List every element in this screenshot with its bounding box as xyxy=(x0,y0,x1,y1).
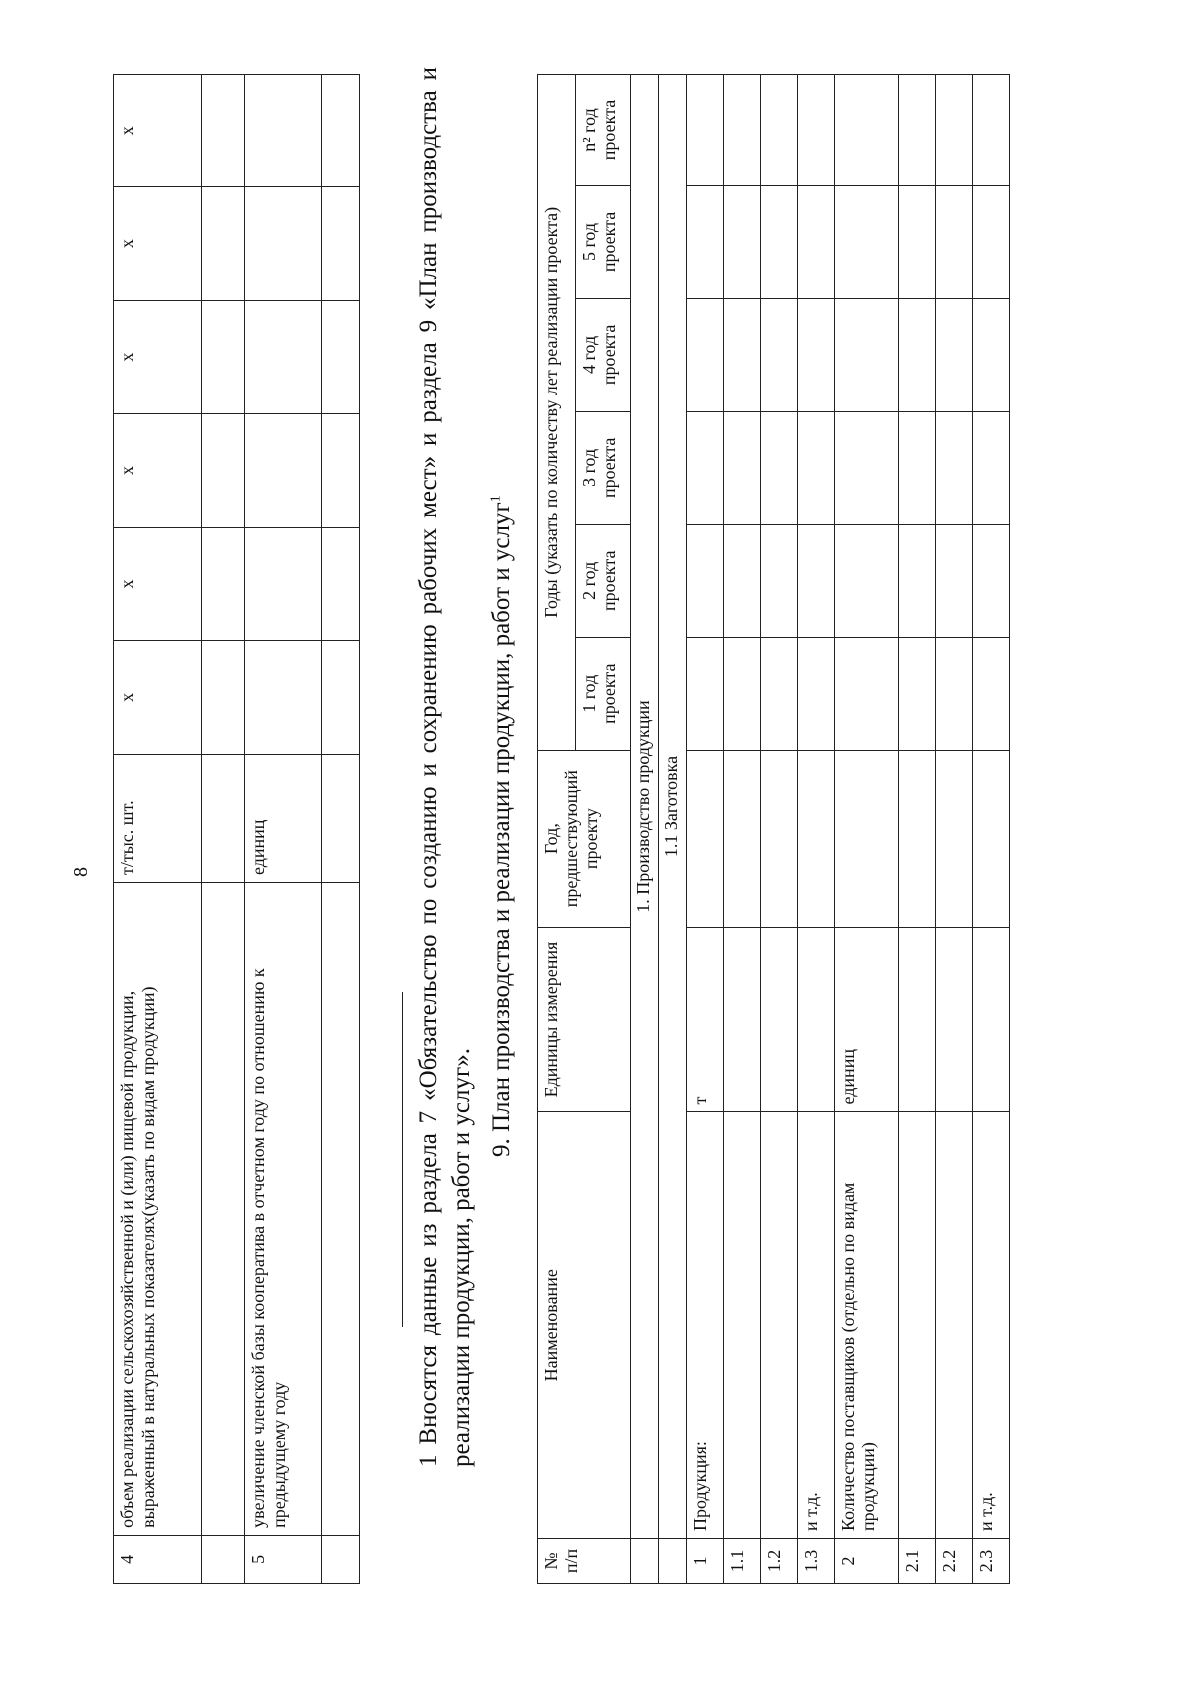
row-name xyxy=(936,1112,973,1539)
row-number: 2.2 xyxy=(936,1539,973,1584)
row-unit xyxy=(202,754,245,882)
table-cell xyxy=(724,524,761,637)
row-name xyxy=(724,1112,761,1539)
row-number: 1.3 xyxy=(798,1539,835,1584)
table-cell xyxy=(761,524,798,637)
table-cell xyxy=(322,641,360,754)
table-cell xyxy=(659,1539,687,1584)
table-cell xyxy=(936,298,973,411)
table-cell xyxy=(724,185,761,298)
header-year-1: 1 год проекта xyxy=(576,637,631,750)
table-cell xyxy=(798,185,835,298)
header-prev-year: Год, предшествующий проекту xyxy=(538,750,631,927)
subsection-heading: 1.1 Заготовка xyxy=(659,75,687,1539)
table-cell xyxy=(761,75,798,186)
row-name xyxy=(202,883,245,1536)
table-row xyxy=(761,75,798,1584)
table-row xyxy=(899,75,936,1584)
row-number: 1.1 xyxy=(724,1539,761,1584)
table-row xyxy=(202,75,245,1584)
row-unit: т xyxy=(687,927,724,1112)
table-cell: x xyxy=(114,641,202,754)
section-row xyxy=(659,75,687,1584)
table-cell xyxy=(973,298,1010,411)
table-row xyxy=(114,75,202,1584)
table-row xyxy=(835,75,899,1584)
table-cell xyxy=(687,411,724,524)
row-number xyxy=(202,1535,245,1583)
table-cell xyxy=(835,637,899,750)
table-cell xyxy=(724,411,761,524)
row-unit xyxy=(761,927,798,1112)
table-cell xyxy=(687,750,724,927)
header-year-2: 2 год проекта xyxy=(576,524,631,637)
row-name: увеличение членской базы кооператива в отчетном году по отношению к предыдущему году xyxy=(245,883,322,1536)
row-number: 4 xyxy=(114,1535,202,1583)
page-number: 8 xyxy=(70,867,92,877)
row-number: 2.1 xyxy=(899,1539,936,1584)
row-name: объем реализации сельскохозяйственной и (или) пищевой продукции, выраженный в натуральных показателях(указать по видам продукции) xyxy=(114,883,202,1536)
table-cell xyxy=(899,298,936,411)
table-cell xyxy=(798,524,835,637)
table-cell xyxy=(245,75,322,187)
table-cell xyxy=(245,414,322,527)
table-cell xyxy=(687,75,724,186)
table-cell xyxy=(724,750,761,927)
table-cell xyxy=(973,75,1010,186)
table-cell xyxy=(973,750,1010,927)
table-cell xyxy=(899,185,936,298)
table-cell xyxy=(761,298,798,411)
table-cell xyxy=(202,527,245,640)
table-cell xyxy=(798,298,835,411)
footnote-ref: 1 xyxy=(488,495,504,503)
section-heading: 1. Производство продукции xyxy=(631,75,659,1539)
table-cell xyxy=(761,637,798,750)
header-unit: Единицы измерения xyxy=(538,927,631,1112)
row-number: 1 xyxy=(687,1539,724,1584)
table-cell xyxy=(245,300,322,413)
row-unit: единиц xyxy=(245,754,322,882)
table-cell xyxy=(322,187,360,300)
table-cell xyxy=(899,75,936,186)
table-cell: x xyxy=(114,187,202,300)
table-cell xyxy=(973,411,1010,524)
table-row xyxy=(724,75,761,1584)
table-row xyxy=(973,75,1010,1584)
section-row xyxy=(631,75,659,1584)
table-cell xyxy=(798,411,835,524)
row-name xyxy=(761,1112,798,1539)
table-cell xyxy=(973,524,1010,637)
table-cell xyxy=(245,187,322,300)
table-cell xyxy=(761,185,798,298)
row-number: 5 xyxy=(245,1535,322,1583)
table-row xyxy=(936,75,973,1584)
table-cell xyxy=(202,641,245,754)
production-plan-table xyxy=(537,74,1010,1584)
table-cell: x xyxy=(114,527,202,640)
table-cell xyxy=(687,298,724,411)
table-cell xyxy=(724,298,761,411)
header-name: Наименование xyxy=(538,1112,631,1539)
table-cell xyxy=(322,75,360,187)
table-cell xyxy=(245,641,322,754)
table-cell xyxy=(761,750,798,927)
table-cell xyxy=(322,414,360,527)
table-cell xyxy=(899,750,936,927)
table-row xyxy=(798,75,835,1584)
row-name: Количество поставщиков (отдельно по видам продукции) xyxy=(835,1112,899,1539)
table-cell xyxy=(899,524,936,637)
table-cell xyxy=(973,637,1010,750)
table-cell xyxy=(202,300,245,413)
header-year-4: 4 год проекта xyxy=(576,298,631,411)
table-cell xyxy=(202,75,245,187)
row-name xyxy=(322,883,360,1536)
table-row xyxy=(687,75,724,1584)
table-cell xyxy=(899,637,936,750)
row-unit xyxy=(936,927,973,1112)
table-cell xyxy=(687,524,724,637)
header-num: № п/п xyxy=(538,1539,631,1584)
table-cell xyxy=(936,524,973,637)
table-cell xyxy=(798,750,835,927)
table-cell xyxy=(631,1539,659,1584)
table-row xyxy=(322,75,360,1584)
table-cell xyxy=(687,185,724,298)
header-years-group: Годы (указать по количеству лет реализации проекта) xyxy=(538,75,576,751)
table-cell xyxy=(835,411,899,524)
table-cell xyxy=(936,750,973,927)
table-cell xyxy=(936,637,973,750)
row-unit xyxy=(322,754,360,882)
table-cell xyxy=(202,187,245,300)
indicators-table-continuation xyxy=(113,74,360,1584)
table-cell xyxy=(724,75,761,186)
table-cell xyxy=(322,527,360,640)
table-row xyxy=(245,75,322,1584)
row-name: Продукция: xyxy=(687,1112,724,1539)
row-number: 2 xyxy=(835,1539,899,1584)
table-cell xyxy=(899,411,936,524)
section-title-text: 9. План производства и реализации продукции, работ и услуг xyxy=(488,502,515,1157)
row-unit xyxy=(899,927,936,1112)
table-cell xyxy=(322,300,360,413)
header-row xyxy=(538,75,576,1584)
header-year-5: 5 год проекта xyxy=(576,185,631,298)
section-title xyxy=(488,157,516,1157)
table-cell xyxy=(936,185,973,298)
row-unit xyxy=(973,927,1010,1112)
table-cell xyxy=(835,750,899,927)
row-unit: т/тыс. шт. xyxy=(114,754,202,882)
row-name: и т.д. xyxy=(798,1112,835,1539)
table-cell xyxy=(202,414,245,527)
table-cell: x xyxy=(114,300,202,413)
row-number: 1.2 xyxy=(761,1539,798,1584)
table-cell xyxy=(835,75,899,186)
row-unit xyxy=(798,927,835,1112)
table-cell xyxy=(724,637,761,750)
row-number xyxy=(322,1535,360,1583)
row-unit: единиц xyxy=(835,927,899,1112)
footnote: 1 Вносятся данные из раздела 7 «Обязательство по созданию и сохранению рабочих мест» и раздела 9 «План производства и реализации продукции, работ и услуг». xyxy=(415,67,475,1467)
table-cell xyxy=(798,637,835,750)
header-year-n: n² год проекта xyxy=(576,75,631,186)
table-cell xyxy=(835,185,899,298)
table-cell xyxy=(687,637,724,750)
table-cell xyxy=(761,411,798,524)
row-number: 2.3 xyxy=(973,1539,1010,1584)
table-cell: x xyxy=(114,414,202,527)
table-cell xyxy=(936,75,973,186)
table-cell xyxy=(798,75,835,186)
row-name xyxy=(899,1112,936,1539)
table-cell xyxy=(245,527,322,640)
table-cell: x xyxy=(114,75,202,187)
header-year-3: 3 год проекта xyxy=(576,411,631,524)
table-cell xyxy=(835,524,899,637)
table-cell xyxy=(973,185,1010,298)
table-cell xyxy=(835,298,899,411)
row-name: и т.д. xyxy=(973,1112,1010,1539)
table-cell xyxy=(936,411,973,524)
footnote-separator xyxy=(402,992,403,1327)
row-unit xyxy=(724,927,761,1112)
